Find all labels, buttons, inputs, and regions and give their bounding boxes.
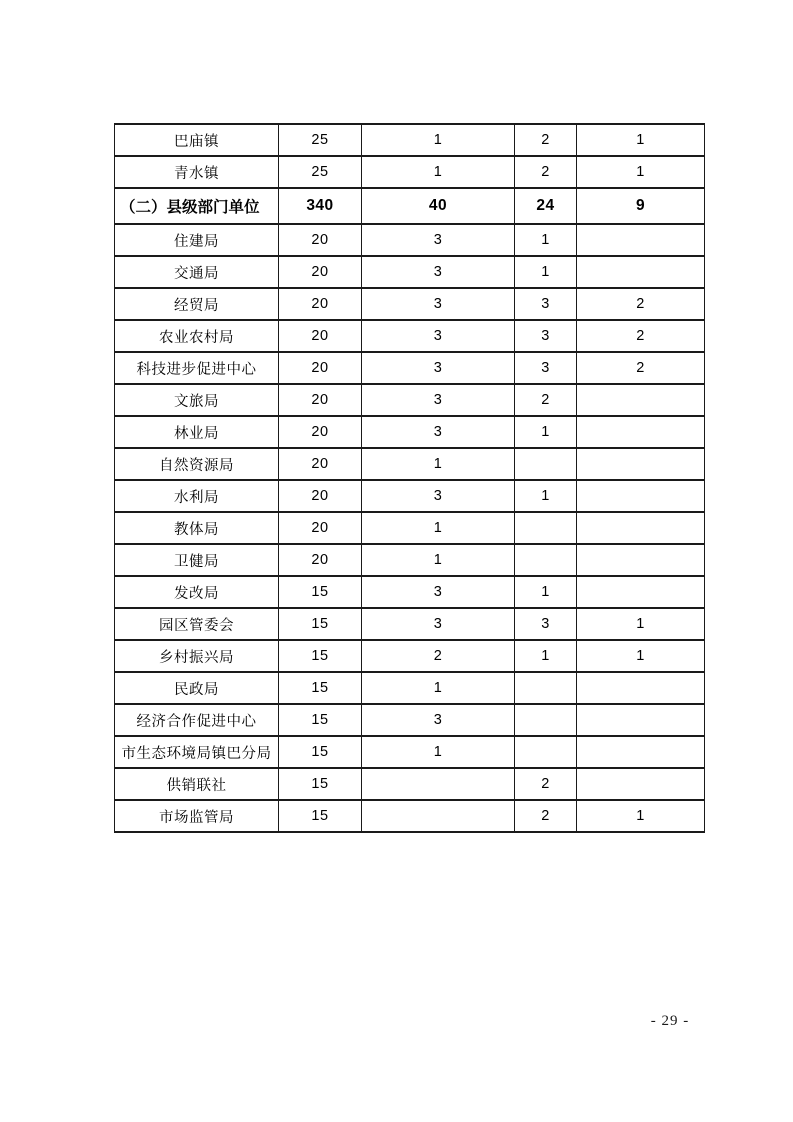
value-cell: 20: [279, 320, 362, 352]
unit-allocation-table: [114, 123, 705, 833]
unit-name-cell: 住建局: [115, 224, 279, 256]
unit-name-cell: 交通局: [115, 256, 279, 288]
value-cell: 1: [362, 448, 515, 480]
value-cell: 1: [577, 640, 705, 672]
value-cell: 2: [577, 320, 705, 352]
value-cell: 15: [279, 608, 362, 640]
table-row: [115, 512, 705, 544]
unit-name-cell: 巴庙镇: [115, 124, 279, 156]
value-cell: 3: [362, 224, 515, 256]
value-cell: 20: [279, 544, 362, 576]
value-cell: 3: [362, 480, 515, 512]
value-cell: 340: [279, 188, 362, 224]
table-row: [115, 704, 705, 736]
value-cell: [577, 256, 705, 288]
value-cell: 1: [515, 576, 577, 608]
value-cell: 2: [577, 352, 705, 384]
unit-name-cell: 供销联社: [115, 768, 279, 800]
value-cell: [515, 448, 577, 480]
table-row: [115, 736, 705, 768]
table-row: [115, 672, 705, 704]
page-number: - 29 -: [650, 1013, 690, 1029]
value-cell: 1: [515, 224, 577, 256]
value-cell: [577, 704, 705, 736]
value-cell: 1: [515, 256, 577, 288]
value-cell: [577, 544, 705, 576]
table-row: [115, 800, 705, 832]
value-cell: 3: [362, 384, 515, 416]
value-cell: 20: [279, 224, 362, 256]
value-cell: 3: [362, 576, 515, 608]
value-cell: 3: [362, 608, 515, 640]
value-cell: [577, 576, 705, 608]
table-row: [115, 544, 705, 576]
value-cell: [577, 672, 705, 704]
value-cell: 1: [362, 544, 515, 576]
unit-name-cell: 科技进步促进中心: [115, 352, 279, 384]
value-cell: 15: [279, 768, 362, 800]
value-cell: 24: [515, 188, 577, 224]
unit-name-cell: 市生态环境局镇巴分局: [115, 736, 279, 768]
value-cell: 2: [362, 640, 515, 672]
value-cell: [515, 672, 577, 704]
value-cell: 1: [362, 512, 515, 544]
value-cell: 2: [515, 768, 577, 800]
table-row: [115, 416, 705, 448]
value-cell: 20: [279, 512, 362, 544]
value-cell: 3: [362, 416, 515, 448]
value-cell: 1: [577, 156, 705, 188]
value-cell: 2: [515, 156, 577, 188]
value-cell: 3: [362, 288, 515, 320]
value-cell: 20: [279, 352, 362, 384]
unit-name-cell: 经贸局: [115, 288, 279, 320]
value-cell: [515, 544, 577, 576]
table-row: [115, 448, 705, 480]
value-cell: 2: [515, 124, 577, 156]
value-cell: [362, 768, 515, 800]
value-cell: 20: [279, 448, 362, 480]
table-row: [115, 124, 705, 156]
table-row: [115, 640, 705, 672]
value-cell: 3: [362, 352, 515, 384]
value-cell: 1: [362, 672, 515, 704]
value-cell: 3: [515, 320, 577, 352]
value-cell: 9: [577, 188, 705, 224]
unit-name-cell: 发改局: [115, 576, 279, 608]
value-cell: 3: [515, 352, 577, 384]
value-cell: 3: [362, 256, 515, 288]
value-cell: 40: [362, 188, 515, 224]
unit-name-cell: 青水镇: [115, 156, 279, 188]
table-row: [115, 384, 705, 416]
unit-name-cell: 林业局: [115, 416, 279, 448]
unit-name-cell: 园区管委会: [115, 608, 279, 640]
unit-name-cell: 水利局: [115, 480, 279, 512]
table-row: [115, 288, 705, 320]
unit-name-cell: 市场监管局: [115, 800, 279, 832]
value-cell: 1: [362, 156, 515, 188]
value-cell: 1: [577, 608, 705, 640]
value-cell: 20: [279, 288, 362, 320]
value-cell: 2: [515, 800, 577, 832]
value-cell: [577, 512, 705, 544]
value-cell: 1: [362, 124, 515, 156]
value-cell: 15: [279, 576, 362, 608]
value-cell: [577, 416, 705, 448]
value-cell: 3: [515, 608, 577, 640]
table-row: [115, 256, 705, 288]
table-row: [115, 352, 705, 384]
value-cell: 15: [279, 800, 362, 832]
table-row: [115, 224, 705, 256]
value-cell: 1: [515, 480, 577, 512]
value-cell: 25: [279, 156, 362, 188]
unit-name-cell: 民政局: [115, 672, 279, 704]
table-body: [115, 124, 705, 832]
unit-name-cell: 文旅局: [115, 384, 279, 416]
value-cell: 1: [515, 416, 577, 448]
value-cell: [577, 448, 705, 480]
value-cell: [515, 704, 577, 736]
table-row: [115, 156, 705, 188]
value-cell: 15: [279, 704, 362, 736]
value-cell: 2: [515, 384, 577, 416]
value-cell: [577, 480, 705, 512]
value-cell: 2: [577, 288, 705, 320]
value-cell: [515, 512, 577, 544]
value-cell: 1: [362, 736, 515, 768]
value-cell: 3: [362, 320, 515, 352]
table-row: [115, 576, 705, 608]
value-cell: [577, 768, 705, 800]
value-cell: [577, 736, 705, 768]
unit-name-cell: 自然资源局: [115, 448, 279, 480]
value-cell: 20: [279, 480, 362, 512]
unit-name-cell: 卫健局: [115, 544, 279, 576]
value-cell: 15: [279, 672, 362, 704]
table-row: [115, 188, 705, 224]
value-cell: [577, 224, 705, 256]
value-cell: 20: [279, 256, 362, 288]
value-cell: 1: [577, 800, 705, 832]
unit-name-cell: 经济合作促进中心: [115, 704, 279, 736]
unit-name-cell: 乡村振兴局: [115, 640, 279, 672]
value-cell: 15: [279, 736, 362, 768]
unit-name-cell: 农业农村局: [115, 320, 279, 352]
table-row: [115, 768, 705, 800]
value-cell: [515, 736, 577, 768]
value-cell: 1: [577, 124, 705, 156]
value-cell: 20: [279, 384, 362, 416]
value-cell: [577, 384, 705, 416]
value-cell: 3: [515, 288, 577, 320]
table-row: [115, 480, 705, 512]
table-row: [115, 320, 705, 352]
unit-name-cell: 教体局: [115, 512, 279, 544]
unit-name-cell: （二）县级部门单位: [115, 188, 279, 224]
table-row: [115, 608, 705, 640]
value-cell: 15: [279, 640, 362, 672]
value-cell: [362, 800, 515, 832]
value-cell: 3: [362, 704, 515, 736]
value-cell: 1: [515, 640, 577, 672]
value-cell: 20: [279, 416, 362, 448]
value-cell: 25: [279, 124, 362, 156]
